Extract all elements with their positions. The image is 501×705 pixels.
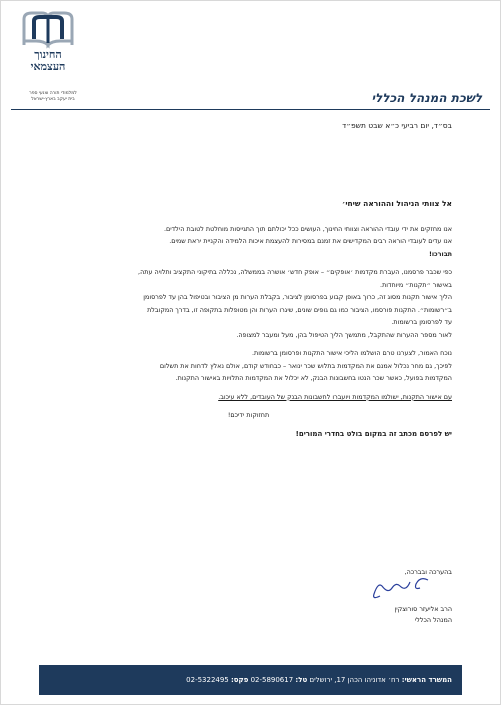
logo-subtitle: למלמודי תורה וצנעי ספר בית יעקב בארץ-ישראל [29, 91, 77, 102]
paragraph: לאור מספר ההערות שהתקבל, מתמשך הליך הטיפול בהן, מעל ומעבר למצופה. [236, 330, 452, 339]
paragraph: הליך אישור תקנות מסוג זה, כרוך באופן קבוע בפרסומן לציבור, בקבלת הערות מן הציבור ובטיפול בהן עד לפרסומן [143, 293, 452, 301]
paragraph: תבורכו! [428, 249, 452, 258]
signer-name: הרב אליעזר סורוצקין [394, 605, 452, 613]
paragraph: נוכח האמור, לצערנו טרם הושלמו הליכי אישור התקנות ופרסומן ברשומות. [251, 349, 452, 357]
footer-tel-label: טל: [295, 676, 308, 684]
paragraph: כפי שכבר פרסמנו, העברת מקדמות ׳אופקים״ – אופק חדש׳ אושרה בממשלה, נכללה בתיקוני התקציב ותלויה עתה, [138, 268, 452, 276]
paragraph: אנו עדים לעובדי הוראה רבים המקדישים את זמנם במסירות להעצמת איכות הלמידה והקניית יראת שמים. [169, 237, 452, 245]
logo-line2: העצמאי [30, 60, 66, 73]
logo [13, 9, 83, 87]
paragraph: עד לפרסומן ברשומות. [391, 318, 452, 326]
paragraph: באישור ״תקנות״ מיוחדות. [380, 280, 452, 289]
paragraph: אנו מחזקים את ידי עובדי ההוראה וצוותי החינוך, העושים ככל יכולתם תוך התגייסות מוחלטת לטובת הילדים. [163, 224, 452, 233]
paragraph: ב״רשומות״. התקנות פורסמו, הציבור כמו גם גופים שונים, שיגרו הערות והן מטופלות בתקופה זו, בדרך המקובלת [147, 305, 452, 314]
book-logo-icon [20, 9, 76, 49]
footer-bar [39, 665, 462, 695]
closing: בהערכה ובברכה, [404, 568, 452, 576]
footer-fax-label: פקס: [231, 676, 249, 684]
handwritten-signature [370, 574, 430, 606]
paragraph: עם אישור התקנות, ישולמו המקדמות ויועברו לחשבונות הבנק של העובדים, ללא עיכוב. [218, 392, 452, 401]
paragraph: תחזוקות ידיכם! [227, 411, 270, 419]
footer-label: המשרד הראשי: [401, 676, 452, 684]
paragraph: לפיכך, גם מחר נכלול אמנם את המקדמות בתלוש שכר ינואר – כבחודש קודם, אולם נאלץ לדחות את תשלום [159, 361, 452, 370]
footer-tel: 02-5890617 [250, 676, 294, 684]
header-divider [11, 109, 490, 110]
footer-fax: 02-5322495 [186, 676, 229, 684]
greeting: אל צוותי הניהול וההוראה שיחי׳ [341, 199, 452, 208]
logo-line1: החינוך [34, 48, 62, 61]
paragraph: המקדמות בפועל, כאשר שכר הנטו בחשבונות הבנק, לא יכלול את המקדמות התלויות באישור התקנות. [175, 374, 452, 382]
notice: יש לפרסם מכתב זה במקום בולט בחדרי המורים! [295, 429, 452, 438]
letter-body [45, 198, 452, 440]
footer-address: רח׳ אדוניהו הכהן 17, ירושלים [309, 676, 400, 684]
office-title: לשכת המנהל הכללי [371, 91, 482, 105]
signer-role: המנהל הכללי [414, 616, 452, 624]
date-line: בס״ד, יום רביעי כ״א שבט תשפ״ד [342, 121, 452, 130]
